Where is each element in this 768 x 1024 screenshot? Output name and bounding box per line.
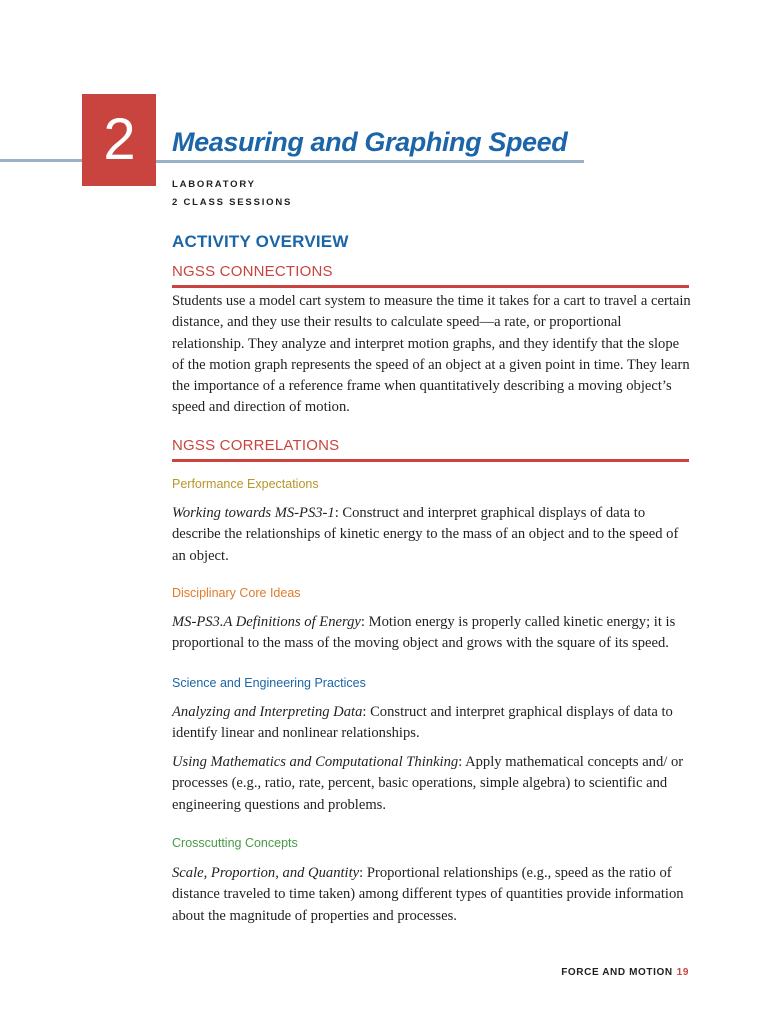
footer-section: FORCE AND MOTION — [561, 967, 673, 978]
standard-text: : Apply mathematical concepts and/ or processes (e.g., ratio, rate, percent, basic operations, simple algebra) to scientific and engineering questions and problems. — [172, 754, 684, 813]
ngss-correlations-heading: NGSS CORRELATIONS — [172, 437, 340, 454]
chapter-number-badge: 2 — [82, 94, 156, 186]
standard-text: : Motion energy is properly called kinetic energy; it is proportional to the mass of the moving object and grows with the square of its speed. — [172, 614, 676, 652]
standard-text: : Construct and interpret graphical displays of data to identify linear and nonlinear relationships. — [172, 704, 673, 742]
standard-text: : Proportional relationships (e.g., speed as the ratio of distance traveled to time taken) among different types of quantities provide information about the magnitude of properties and processes. — [172, 865, 684, 924]
disciplinary-core-ideas-heading: Disciplinary Core Ideas — [172, 586, 301, 600]
performance-expectations-heading: Performance Expectations — [172, 477, 319, 491]
standard-term: MS-PS3.A Definitions of Energy — [172, 614, 361, 630]
class-sessions: 2 CLASS SESSIONS — [172, 197, 293, 208]
performance-expectation-item — [172, 503, 692, 567]
title-rule-left — [0, 159, 82, 162]
core-idea-item — [172, 612, 692, 655]
page-title: Measuring and Graphing Speed — [172, 127, 568, 157]
standard-term: Working towards MS-PS3-1 — [172, 505, 335, 521]
crosscutting-item — [172, 863, 692, 927]
page-number: 19 — [676, 967, 689, 978]
page-footer — [561, 967, 689, 978]
correlations-divider — [172, 459, 689, 462]
ngss-connections-heading: NGSS CONNECTIONS — [172, 263, 333, 280]
connections-divider — [172, 285, 689, 288]
science-engineering-practices-heading: Science and Engineering Practices — [172, 676, 366, 690]
practice-item — [172, 702, 692, 745]
standard-text: : Construct and interpret graphical displays of data to describe the relationships of kinetic energy to the mass of an object and to the speed of an object. — [172, 505, 679, 564]
title-rule-right — [156, 160, 584, 163]
crosscutting-concepts-heading: Crosscutting Concepts — [172, 836, 298, 850]
activity-overview-heading: ACTIVITY OVERVIEW — [172, 232, 349, 251]
standard-term: Scale, Proportion, and Quantity — [172, 865, 360, 881]
connections-paragraph: Students use a model cart system to measure the time it takes for a cart to travel a certain distance, and they use their results to calculate speed—a rate, or proportional relationship. They analyze and interpret motion graphs, and they identify that the slope of the motion graph represents the speed of an object at a given point in time. They learn the importance of a reference frame when quantitatively describing a moving object’s speed and direction of motion. — [172, 293, 691, 416]
standard-term: Analyzing and Interpreting Data — [172, 704, 363, 720]
standard-term: Using Mathematics and Computational Thinking — [172, 754, 459, 770]
practice-item — [172, 752, 692, 816]
activity-type: LABORATORY — [172, 179, 256, 190]
